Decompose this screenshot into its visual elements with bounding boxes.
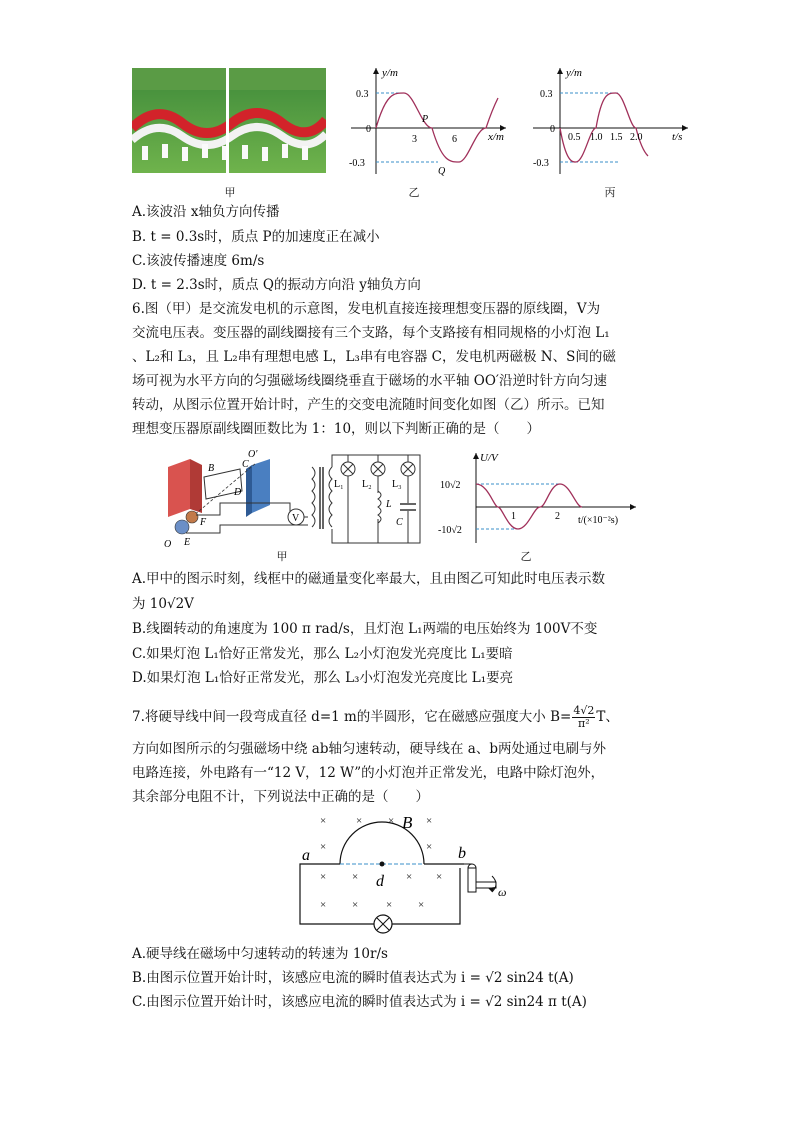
q7-stem-4: 其余部分电阻不计，下列说法中正确的是（ ）: [132, 789, 429, 805]
q7-frac-den: π²: [578, 717, 590, 730]
q7-stem-2: 方向如图所示的匀强磁场中绕 ab轴匀速转动，硬导线在 a、b两处通过电刷与外: [132, 741, 606, 757]
yi-ylabel: y/m: [382, 67, 398, 79]
u-tick-1: 1: [511, 511, 516, 522]
yi-xlabel: x/m: [488, 131, 504, 143]
q5-option-a: A.该波沿 x轴负方向传播: [132, 204, 280, 220]
cross: ×: [320, 841, 327, 853]
voltage-graph-yi: [438, 447, 648, 547]
q6-option-a-1: A.甲中的图示时刻，线框中的磁通量变化率最大，且由图乙可知此时电压表示数: [132, 571, 606, 587]
bing-tick-15: 1.5: [610, 132, 623, 143]
q7-option-c: C.由图示位置开始计时，该感应电流的瞬时值表达式为 i = √2 sin24 π t(A): [132, 994, 587, 1010]
caption-yi: 乙: [408, 186, 420, 199]
label-F: F: [200, 517, 207, 528]
label-E: E: [184, 537, 191, 548]
q7-frac-num: 4√2: [573, 704, 595, 717]
label-B: B: [402, 813, 413, 832]
label-a: a: [302, 847, 310, 864]
cross: ×: [388, 815, 395, 827]
cross: ×: [436, 871, 443, 883]
q5-option-d: D. t = 2.3s时，质点 Q的振动方向沿 y轴负方向: [132, 277, 421, 293]
photo-jia: [132, 68, 326, 173]
q5-option-c: C.该波传播速度 6m/s: [132, 253, 265, 269]
bing-tick-20: 2.0: [630, 132, 643, 143]
label-D: D: [234, 487, 242, 498]
u-ytop: 10√2: [440, 480, 461, 491]
label-C: C: [242, 459, 249, 470]
bing-tick-05: 0.5: [568, 132, 581, 143]
q7-option-b: B.由图示位置开始计时，该感应电流的瞬时值表达式为 i = √2 sin24 t(A): [132, 970, 574, 986]
u-xlabel: t/(×10⁻²s): [578, 515, 619, 526]
cross: ×: [418, 899, 425, 911]
q6-option-b: B.线圈转动的角速度为 100 π rad/s，且灯泡 L₁两端的电压始终为 100V不变: [132, 621, 598, 637]
label-d: d: [376, 873, 384, 890]
q6-option-c: C.如果灯泡 L₁恰好正常发光，那么 L₂小灯泡发光亮度比 L₁要暗: [132, 646, 513, 662]
label-omega: ω: [498, 885, 507, 899]
q7-option-a: A.硬导线在磁场中匀速转动的转速为 10r/s: [132, 946, 388, 962]
q6-stem-4: 场可视为水平方向的匀强磁场线圈绕垂直于磁场的水平轴 OO′沿逆时针方向匀速: [132, 373, 607, 389]
cross: ×: [352, 871, 359, 883]
bing-ylabel: y/m: [566, 67, 582, 79]
bing-origin: 0: [550, 124, 555, 135]
cross: ×: [426, 841, 433, 853]
yi-ybot: -0.3: [349, 158, 365, 169]
bing-ybot: -0.3: [533, 158, 549, 169]
caption-bing: 丙: [604, 186, 616, 199]
q7-stem-1a: 7.将硬导线中间一段弯成直径 d=1 m的半圆形，它在磁感应强度大小 B=: [132, 709, 572, 725]
generator-circuit-jia: [160, 447, 430, 557]
wave-graph-yi: [346, 62, 516, 182]
q7-stem-1b: T、: [596, 709, 619, 725]
cross: ×: [426, 815, 433, 827]
bing-ytop: 0.3: [540, 89, 553, 100]
q6-option-d: D.如果灯泡 L₁恰好正常发光，那么 L₃小灯泡发光亮度比 L₁要亮: [132, 670, 514, 686]
yi-tick-3: 3: [412, 134, 417, 145]
q6-stem-6: 理想变压器原副线圈匝数比为 1：10，则以下判断正确的是（ ）: [132, 421, 541, 437]
caption-jia: 甲: [224, 186, 236, 199]
yi-point-q: Q: [438, 166, 446, 177]
q6-stem-2: 交流电压表。变压器的副线圈接有三个支路，每个支路接有相同规格的小灯泡 L₁: [132, 325, 610, 341]
yi-point-p: P: [422, 114, 429, 125]
caption-q6-yi: 乙: [520, 550, 532, 563]
label-O: O: [164, 539, 172, 550]
bing-xlabel: t/s: [672, 131, 683, 143]
q6-stem-5: 转动，从图示位置开始计时，产生的交变电流随时间变化如图（乙）所示。已知: [132, 397, 605, 413]
yi-tick-6: 6: [452, 134, 457, 145]
label-capacitor: C: [396, 517, 403, 528]
cross: ×: [320, 899, 327, 911]
u-tick-2: 2: [555, 511, 560, 522]
semicircle-wire-figure: [296, 806, 526, 936]
cross: ×: [320, 815, 327, 827]
label-L3: L₃: [392, 479, 402, 490]
voltmeter-label: V: [292, 513, 300, 524]
label-L1: L₁: [334, 479, 344, 490]
label-Oprime: O′: [248, 449, 258, 460]
q7-stem-1: [132, 705, 619, 730]
label-inductor: L: [386, 499, 392, 510]
cross: ×: [356, 815, 363, 827]
label-b: b: [458, 845, 466, 862]
q6-stem-1: 6.图（甲）是交流发电机的示意图，发电机直接连接理想变压器的原线圈，V为: [132, 301, 601, 317]
cross: ×: [320, 871, 327, 883]
q7-stem-3: 电路连接，外电路有一“12 V，12 W”的小灯泡并正常发光，电路中除灯泡外，: [132, 765, 605, 781]
label-L2: L₂: [362, 479, 372, 490]
q5-option-b: B. t = 0.3s时，质点 P的加速度正在减小: [132, 229, 380, 245]
q6-option-a-2: 为 10√2V: [132, 596, 194, 612]
u-ybot: -10√2: [438, 525, 462, 536]
cross: ×: [386, 899, 393, 911]
vibration-graph-bing: [528, 62, 698, 182]
yi-ytop: 0.3: [356, 89, 369, 100]
q7-fraction: [572, 705, 595, 730]
yi-origin: 0: [366, 124, 371, 135]
u-ylabel: U/V: [480, 452, 498, 464]
bing-tick-10: 1.0: [590, 132, 603, 143]
cross: ×: [406, 871, 413, 883]
q6-stem-3: 、L₂和 L₃，且 L₂串有理想电感 L，L₃串有电容器 C，发电机两磁极 N、S间的磁: [132, 349, 616, 365]
caption-q6-jia: 甲: [276, 550, 288, 563]
label-B: B: [208, 463, 215, 474]
cross: ×: [352, 899, 359, 911]
